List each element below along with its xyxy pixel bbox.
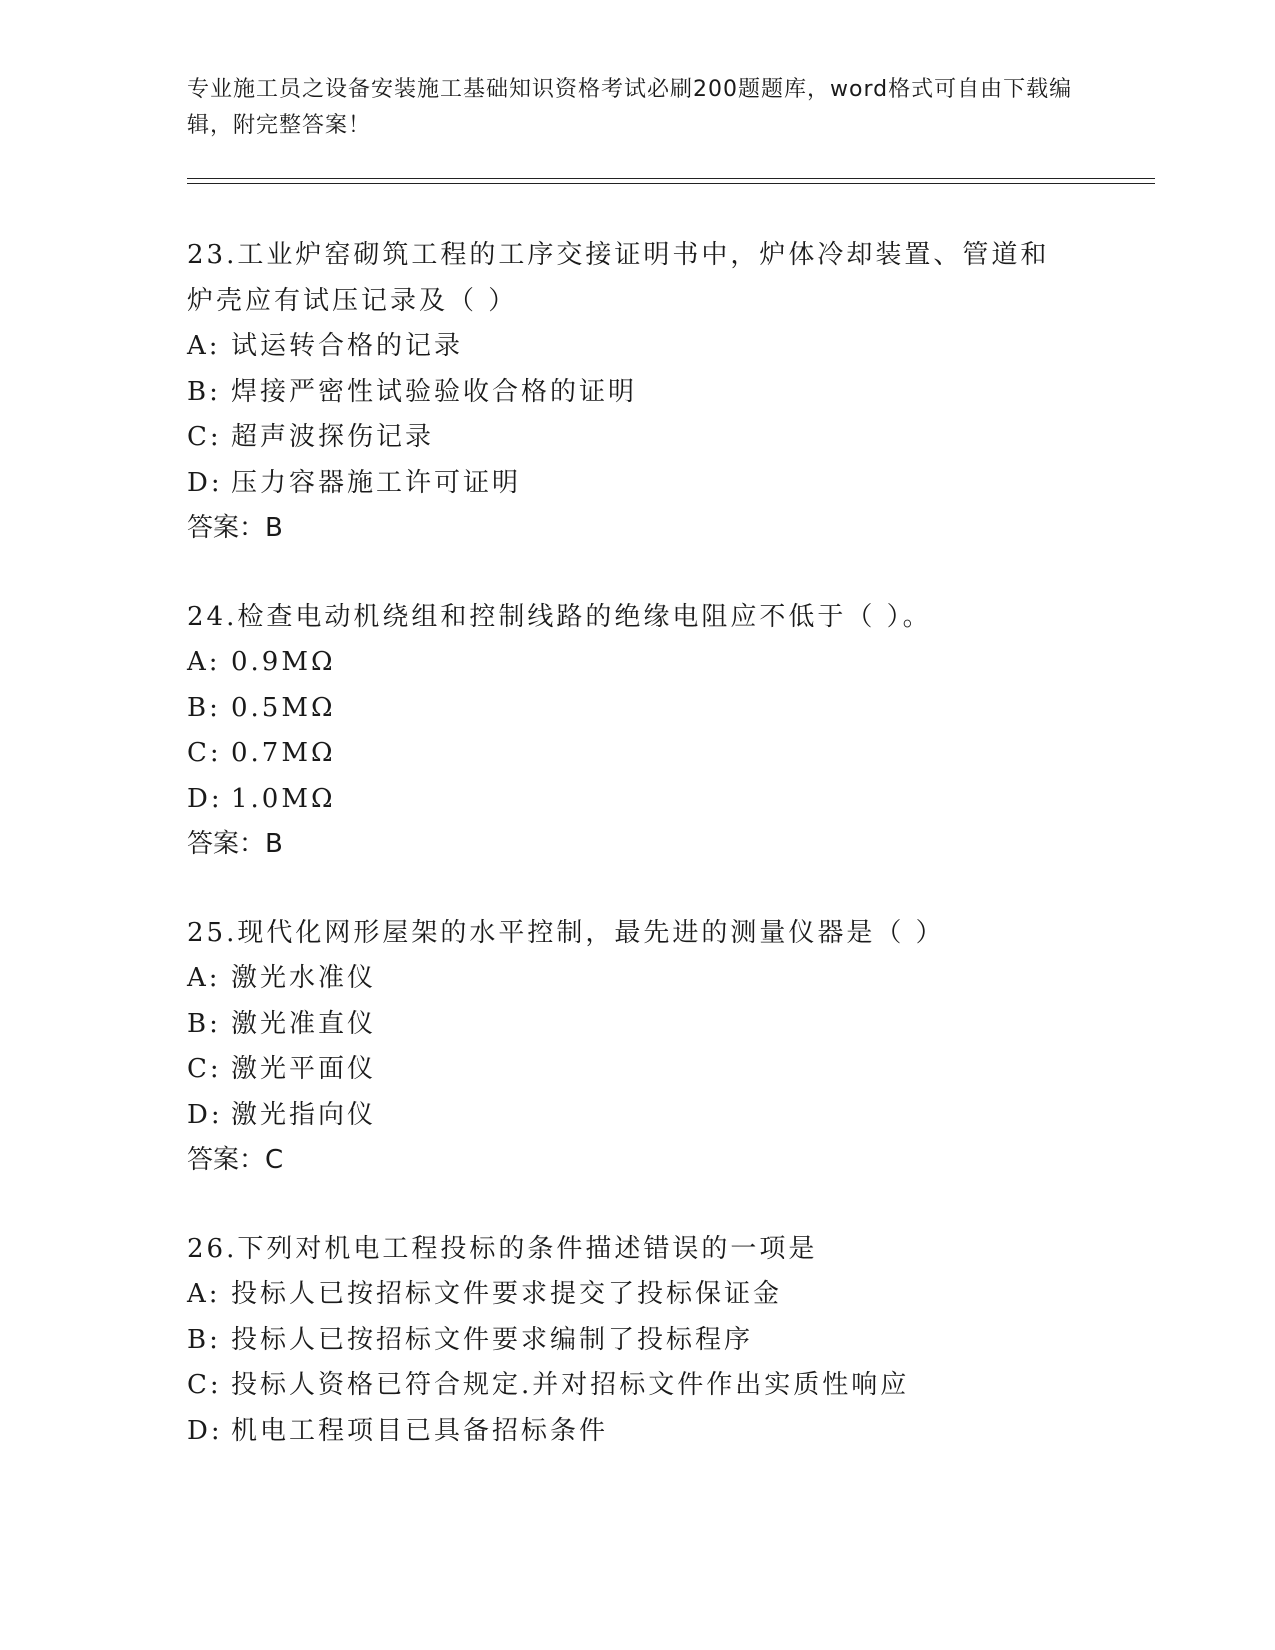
option-c [187,1047,1155,1093]
option-key: C: [187,1370,222,1400]
option-key: D: [187,1099,223,1130]
option-text: 激光水准仪 [231,963,377,993]
option-text: 投标人资格已符合规定.并对招标文件作出实质性响应 [231,1370,910,1400]
page-header: 专业施工员之设备安装施工基础知识资格考试必刷200题题库，word格式可自由下载编辑，附完整答案！ [187,77,1073,138]
option-key: B: [187,376,221,407]
option-key: D: [187,467,223,498]
option-text: 投标人已按招标文件要求编制了投标程序 [231,1324,754,1355]
option-text: 激光准直仪 [231,1008,377,1039]
question-number: 26. [187,1233,238,1264]
option-key: C: [187,738,222,768]
answer-line [187,506,1155,552]
option-b [187,1002,1155,1048]
option-b [187,370,1155,416]
question-stem [187,1227,1067,1273]
answer-value: C [265,1145,284,1175]
option-a [187,324,1155,370]
option-b [187,1318,1155,1364]
option-d [187,461,1155,507]
option-key: D: [187,1415,223,1446]
option-d [187,1409,1155,1455]
question-number: 25. [187,917,238,948]
question-text: 下列对机电工程投标的条件描述错误的一项是 [237,1233,818,1264]
answer-label: 答案： [187,513,266,543]
question-24 [187,595,1155,868]
question-stem [187,595,1067,641]
answer-value: B [265,829,283,859]
option-key: A: [187,963,221,993]
option-d [187,1093,1155,1139]
option-key: B: [187,1324,221,1355]
option-c [187,415,1155,461]
option-text: 超声波探伤记录 [231,422,435,452]
question-text: 现代化网形屋架的水平控制，最先进的测量仪器是（ ） [237,917,945,948]
answer-label: 答案： [187,829,266,859]
option-key: B: [187,1008,221,1039]
option-key: D: [187,783,223,814]
question-stem [187,233,1067,324]
option-text: 1.0MΩ [231,783,336,814]
option-text: 焊接严密性试验验收合格的证明 [231,376,638,407]
question-text: 检查电动机绕组和控制线路的绝缘电阻应不低于（ ）。 [237,601,932,632]
option-text: 机电工程项目已具备招标条件 [231,1415,609,1446]
question-26 [187,1227,1155,1455]
option-text: 压力容器施工许可证明 [231,467,522,498]
option-a [187,956,1155,1002]
question-number: 24. [187,601,238,632]
option-key: A: [187,647,221,677]
option-text: 0.5MΩ [231,692,336,723]
question-list [187,233,1155,1497]
answer-line [187,822,1155,868]
option-a [187,1272,1155,1318]
option-key: A: [187,331,221,361]
option-text: 激光平面仪 [231,1054,377,1084]
option-d [187,777,1155,823]
answer-label: 答案： [187,1145,266,1175]
option-a [187,640,1155,686]
option-key: C: [187,1054,222,1084]
option-key: C: [187,422,222,452]
option-text: 激光指向仪 [231,1099,377,1130]
answer-line [187,1138,1155,1184]
option-c [187,1363,1155,1409]
question-23 [187,233,1155,552]
option-text: 投标人已按招标文件要求提交了投标保证金 [231,1279,783,1309]
option-text: 0.9MΩ [231,647,336,677]
option-text: 0.7MΩ [231,738,336,768]
option-key: A: [187,1279,221,1309]
question-number: 23. [187,240,238,270]
option-b [187,686,1155,732]
question-25 [187,911,1155,1184]
header-divider [187,178,1155,184]
question-stem [187,911,1067,957]
question-text: 工业炉窑砌筑工程的工序交接证明书中，炉体冷却装置、管道和炉壳应有试压记录及（ ） [187,240,1050,316]
option-text: 试运转合格的记录 [231,331,464,361]
option-key: B: [187,692,221,723]
answer-value: B [265,513,283,543]
option-c [187,731,1155,777]
